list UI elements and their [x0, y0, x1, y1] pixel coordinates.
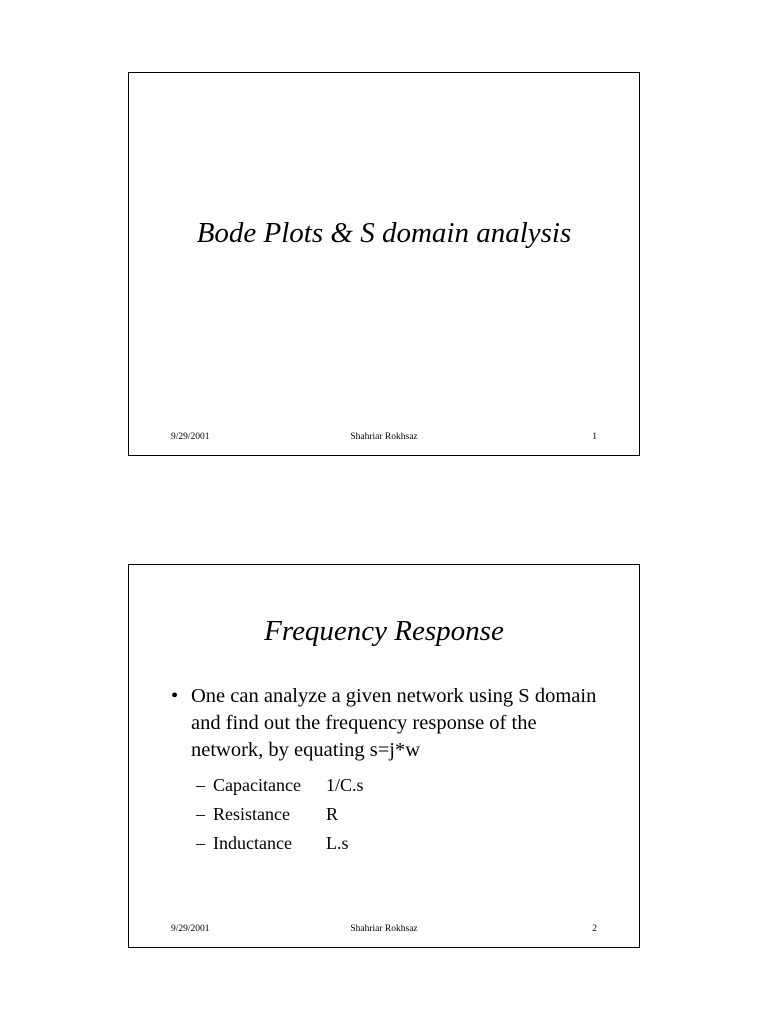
- footer-page-number: 2: [592, 924, 597, 934]
- sub-bullet-list: [196, 771, 364, 858]
- sub-bullet-value: 1/C.s: [326, 775, 364, 795]
- slide-title: Frequency Response: [264, 615, 504, 647]
- sub-bullet-term: Resistance: [213, 804, 290, 824]
- footer-date: 9/29/2001: [171, 924, 210, 934]
- slide-2: [128, 564, 640, 948]
- bullet-text: One can analyze a given network using S domain and find out the frequency response of the network, by equating s=j*w: [191, 685, 597, 761]
- sub-bullet-capacitance: [196, 771, 364, 800]
- slide-title: Bode Plots & S domain analysis: [196, 217, 572, 249]
- footer-author: Shahriar Rokhsaz: [350, 924, 418, 934]
- footer-page-number: 1: [592, 432, 597, 442]
- sub-bullet-value: L.s: [326, 833, 349, 853]
- bullet-point: [171, 683, 611, 764]
- dash-icon: –: [196, 775, 205, 795]
- sub-bullet-inductance: [196, 829, 364, 858]
- footer-date: 9/29/2001: [171, 432, 210, 442]
- sub-bullet-term: Inductance: [213, 833, 292, 853]
- slide-1: [128, 72, 640, 456]
- sub-bullet-value: R: [326, 804, 339, 824]
- footer-author: Shahriar Rokhsaz: [350, 432, 418, 442]
- dash-icon: –: [196, 833, 205, 853]
- bullet-icon: •: [171, 685, 179, 707]
- dash-icon: –: [196, 804, 205, 824]
- sub-bullet-resistance: [196, 800, 364, 829]
- sub-bullet-term: Capacitance: [213, 775, 301, 795]
